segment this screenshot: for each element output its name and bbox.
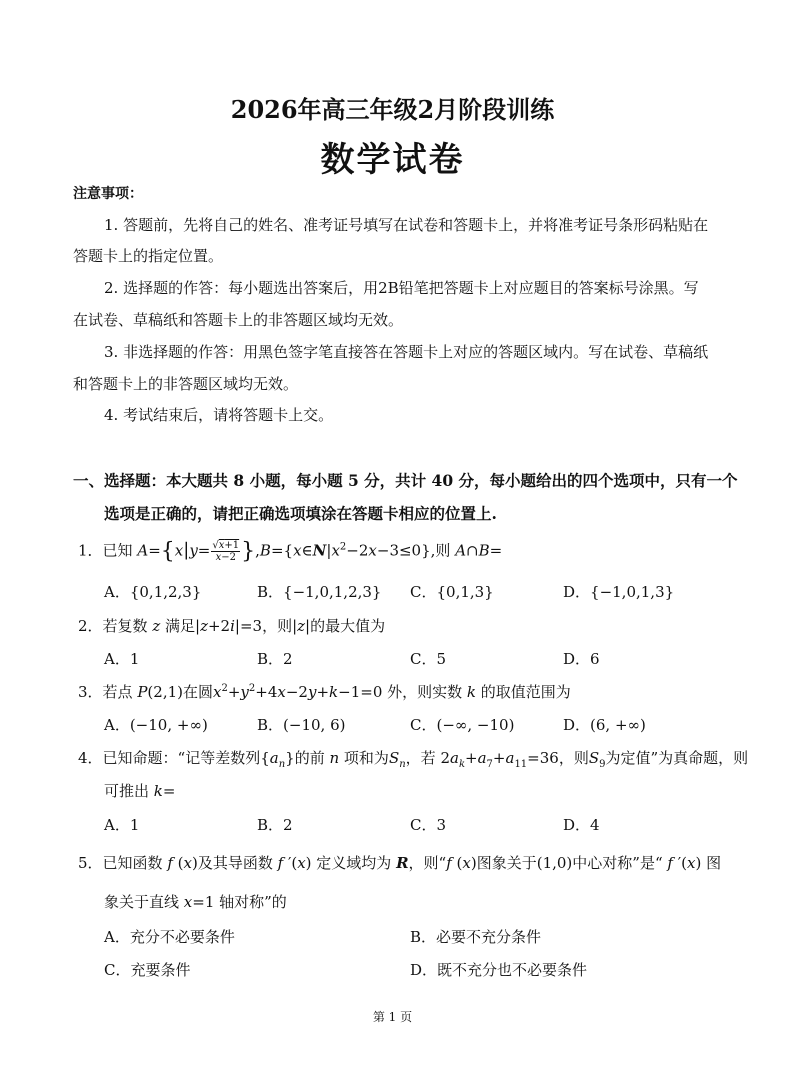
notice-item-3-line-2: 和答题卡上的非答题区域均无效。 xyxy=(73,375,299,393)
question-4-line-2: 可推出 xyxy=(104,782,150,800)
question-3: 3．若点 P(2,1)在圆$x^2+y^2+4x-2y+k-1=0$ 外，则实数 k 的取值范围为 xyxy=(78,683,571,701)
q2-option-d[interactable]: D．6 xyxy=(563,650,600,668)
question-4: 4．已知命题：“记等差数列$\{a_n\}$的前 n 项和为$S_n$，若 $2a_k+a_7+a_{11}=36$，则$S_9$为定值”为真命题，则 xyxy=(78,749,749,770)
question-5-cont: 象关于直线 x=1 轴对称”的 xyxy=(104,893,287,911)
question-number: 1． xyxy=(78,541,103,560)
question-number: 3． xyxy=(78,683,103,701)
q4-option-a[interactable]: A．1 xyxy=(104,816,140,834)
question-4-cont: 可推出 k= xyxy=(104,782,176,800)
notice-item-2-line-1: 2. 选择题的作答：每小题选出答案后，用2B铅笔把答题卡上对应题目的答案标号涂黑。写 xyxy=(104,279,699,297)
notice-item-1-line-2: 答题卡上的指定位置。 xyxy=(73,247,224,265)
notice-item-2-line-2: 在试卷、草稿纸和答题卡上的非答题区域均无效。 xyxy=(73,311,404,329)
notice-heading: 注意事项： xyxy=(73,186,143,202)
q1-option-a[interactable]: A．{0,1,2,3} xyxy=(104,583,202,601)
q1-option-c[interactable]: C．{0,1,3} xyxy=(410,583,494,601)
question-number: 5． xyxy=(78,854,103,872)
q2-option-c[interactable]: C．5 xyxy=(410,650,447,668)
q2-option-a[interactable]: A．1 xyxy=(104,650,140,668)
question-2: 2．若复数 z 满足|z+2i|=3，则|z|的最大值为 xyxy=(78,617,386,635)
exam-subject-title: 数学试卷 xyxy=(320,140,465,180)
question-1-lead: 已知 xyxy=(102,541,133,560)
q3-option-b[interactable]: B．(−10, 6) xyxy=(257,716,346,734)
notice-item-3-line-1: 3. 非选择题的作答：用黑色签字笔直接答在答题卡上对应的答题区域内。写在试卷、草稿纸 xyxy=(104,343,709,361)
notice-item-4-line-1: 4. 考试结束后，请将答题卡上交。 xyxy=(104,406,334,424)
question-number: 2． xyxy=(78,617,103,635)
page-number: 第 1 页 xyxy=(372,1010,413,1024)
question-5: 5．已知函数 f (x)及其导函数 f ′(x) 定义域均为 R，则“f (x)图象关于(1,0)中心对称”是“ f ′(x) 图 xyxy=(78,854,722,872)
q5-option-d[interactable]: D．既不充分也不必要条件 xyxy=(410,961,588,979)
q5-option-c[interactable]: C．充要条件 xyxy=(104,961,191,979)
section-1-heading: 一、选择题：本大题共 8 小题，每小题 5 分，共计 40 分，每小题给出的四个选项中，只有一个 xyxy=(73,471,738,490)
q3-option-d[interactable]: D．(6, +∞) xyxy=(563,716,646,734)
q5-option-a[interactable]: A．充分不必要条件 xyxy=(104,928,235,946)
q3-option-a[interactable]: A．(−10, +∞) xyxy=(104,716,208,734)
q4-option-c[interactable]: C．3 xyxy=(410,816,447,834)
q4-option-b[interactable]: B．2 xyxy=(257,816,293,834)
exam-title: 2026年高三年级2月阶段训练 xyxy=(230,95,555,124)
question-number: 4． xyxy=(78,749,103,767)
q4-option-d[interactable]: D．4 xyxy=(563,816,600,834)
q2-option-b[interactable]: B．2 xyxy=(257,650,293,668)
q3-option-c[interactable]: C．(−∞, −10) xyxy=(410,716,515,734)
section-1-heading-cont: 选项是正确的，请把正确选项填涂在答题卡相应的位置上. xyxy=(104,504,497,523)
q5-option-b[interactable]: B．必要不充分条件 xyxy=(410,928,542,946)
q1-option-d[interactable]: D．{−1,0,1,3} xyxy=(563,583,675,601)
question-1: 1．已知 A={x|y= $\frac{√x+1}{x-2}$ }$,B=\{x\in N|x^2-2x-3\le 0\}$,则 A∩B= xyxy=(78,539,503,564)
notice-item-1-line-1: 1. 答题前，先将自己的姓名、准考证号填写在试卷和答题卡上，并将准考证号条形码粘贴在 xyxy=(104,216,709,234)
q1-option-b[interactable]: B．{−1,0,1,2,3} xyxy=(257,583,382,601)
